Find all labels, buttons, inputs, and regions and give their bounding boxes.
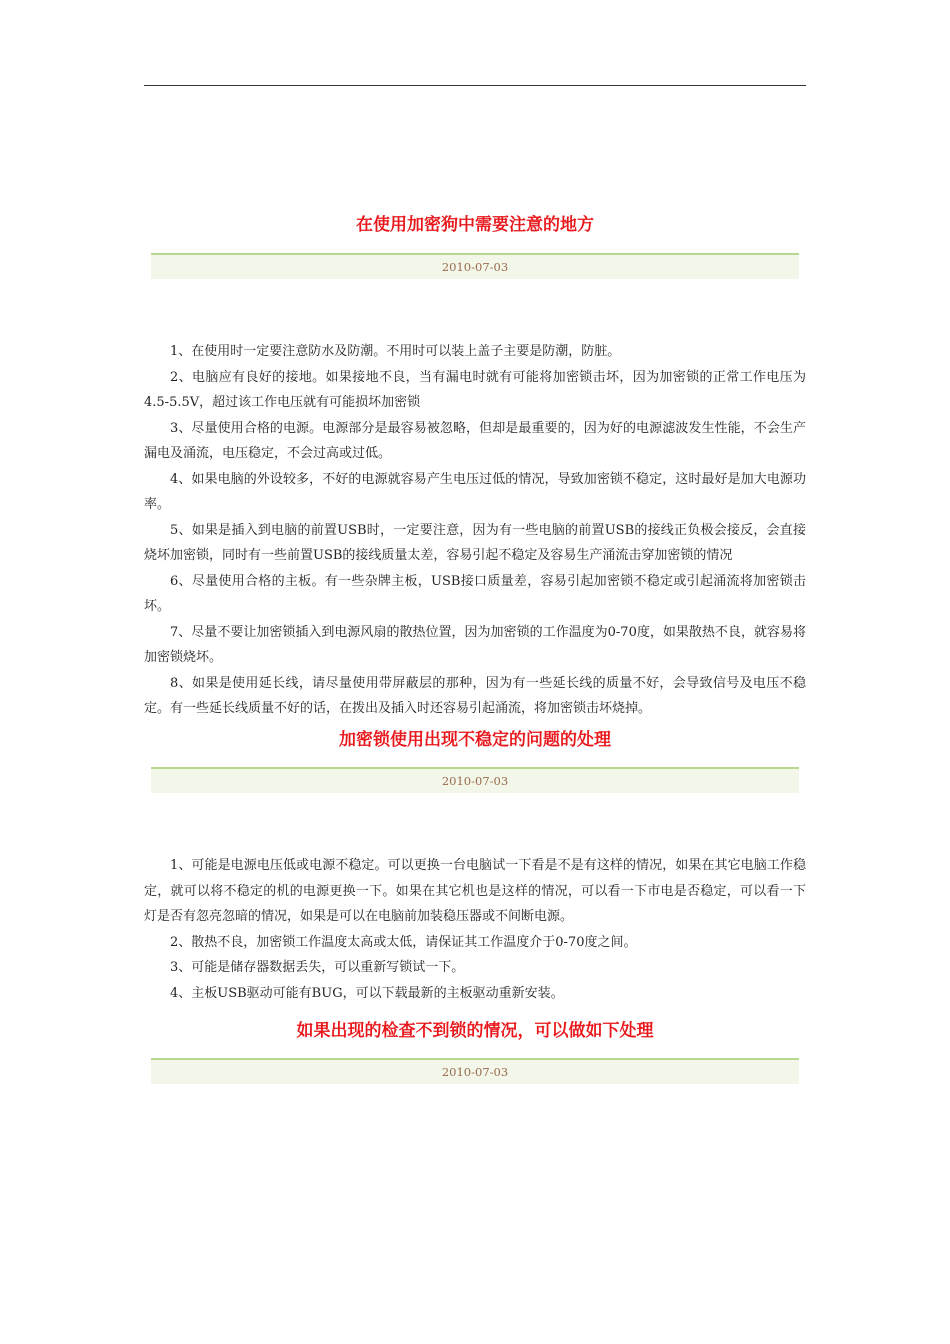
publish-date: 2010-07-03 <box>441 1065 509 1079</box>
paragraph: 2、电脑应有良好的接地。如果接地不良，当有漏电时就有可能将加密锁击坏，因为加密锁的正常工作电压为4.5-5.5V，超过该工作电压就有可能损坏加密锁 <box>144 369 806 410</box>
section-1-header <box>144 213 806 279</box>
paragraph: 3、可能是储存器数据丢失，可以重新写锁试一下。 <box>170 960 465 975</box>
paragraph: 4、如果电脑的外设较多，不好的电源就容易产生电压过低的情况，导致加密锁不稳定，这时最好是加大电源功率。 <box>144 471 806 512</box>
section-title: 加密锁使用出现不稳定的问题的处理 <box>339 730 611 750</box>
paragraph: 1、可能是电源电压低或电源不稳定。可以更换一台电脑试一下看是不是有这样的情况，如果在其它电脑工作稳定，就可以将不稳定的机的电源更换一下。如果在其它机也是这样的情况，可以看一下市电是否稳定，可以看一下灯是否有忽亮忽暗的情况，如果是可以在电脑前加装稳压器或不间断电源。 <box>144 858 806 924</box>
section-title: 如果出现的检查不到锁的情况，可以做如下处理 <box>296 1021 654 1041</box>
paragraph: 8、如果是使用延长线，请尽量使用带屏蔽层的那种，因为有一些延长线的质量不好，会导致信号及电压不稳定。有一些延长线质量不好的话，在拨出及插入时还容易引起涌流，将加密锁击坏烧掉。 <box>144 675 806 716</box>
paragraph: 3、尽量使用合格的电源。电源部分是最容易被忽略，但却是最重要的，因为好的电源滤波发生性能，不会生产漏电及涌流，电压稳定，不会过高或过低。 <box>144 420 806 461</box>
section-title: 在使用加密狗中需要注意的地方 <box>356 215 594 235</box>
date-bar <box>151 767 799 793</box>
date-bar <box>151 253 799 279</box>
section-2-body <box>144 853 806 1006</box>
publish-date: 2010-07-03 <box>441 260 509 274</box>
section-3-header <box>144 1019 806 1084</box>
paragraph: 6、尽量使用合格的主板。有一些杂牌主板，USB接口质量差，容易引起加密锁不稳定或引起涌流将加密锁击坏。 <box>144 573 806 614</box>
paragraph: 5、如果是插入到电脑的前置USB时，一定要注意，因为有一些电脑的前置USB的接线正负极会接反，会直接烧坏加密锁，同时有一些前置USB的接线质量太差，容易引起不稳定及容易生产涌流击穿加密锁的情况 <box>144 522 806 563</box>
paragraph: 4、主板USB驱动可能有BUG，可以下载最新的主板驱动重新安装。 <box>170 985 564 1001</box>
section-1-body <box>144 339 806 722</box>
paragraph: 1、在使用时一定要注意防水及防潮。不用时可以装上盖子主要是防潮，防脏。 <box>170 344 621 359</box>
header-rule <box>144 85 806 86</box>
paragraph: 7、尽量不要让加密锁插入到电源风扇的散热位置，因为加密锁的工作温度为0-70度，如果散热不良，就容易将加密锁烧坏。 <box>144 624 806 665</box>
section-2-header <box>144 728 806 793</box>
paragraph: 2、散热不良，加密锁工作温度太高或太低，请保证其工作温度介于0-70度之间。 <box>170 934 637 950</box>
publish-date: 2010-07-03 <box>441 774 509 788</box>
date-bar <box>151 1058 799 1084</box>
